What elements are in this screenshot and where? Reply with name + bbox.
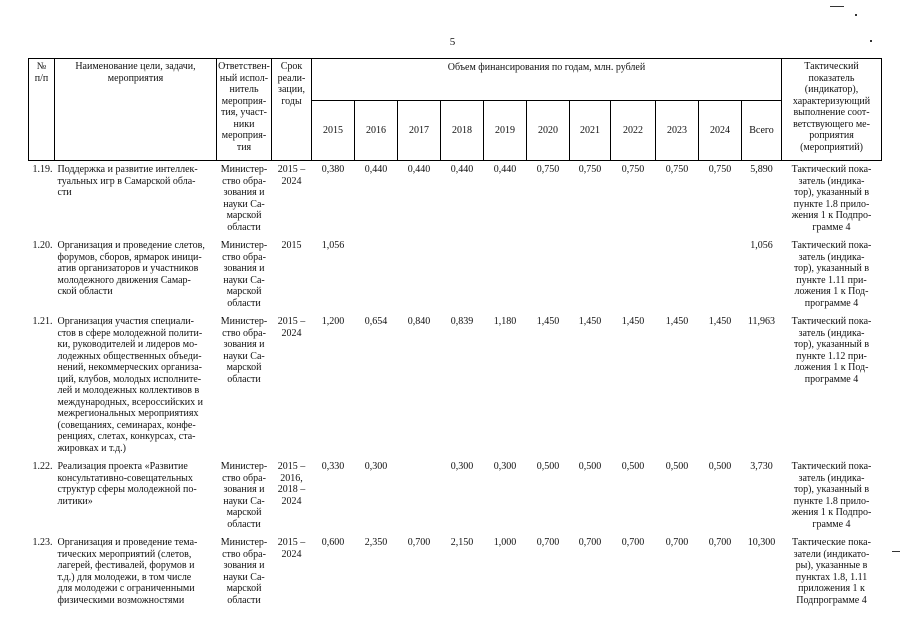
header-year: 2019	[484, 101, 527, 161]
row-value: 0,654	[364, 316, 388, 327]
scan-mark	[870, 40, 872, 42]
row-responsible: Министер- ство обра- зования и науки Са- марской области	[220, 461, 268, 530]
row-indicator: Тактический пока- затель (индика- тор), указанный в пункте 1.11 при- ложения 1 к Под- программе 4	[791, 240, 872, 309]
row-value: 0,600	[321, 537, 345, 548]
row-value: 0,700	[407, 537, 431, 548]
row-number: 1.19.	[32, 164, 53, 175]
row-value: 0,500	[578, 461, 602, 472]
row-name: Реализация проекта «Развитие консультативно-совещательных структур сферы молодежной по- литики»	[57, 461, 197, 507]
row-value: 0,500	[621, 461, 645, 472]
row-value	[611, 237, 656, 313]
row-total: 3,730	[750, 461, 773, 472]
row-number: 1.23.	[32, 537, 53, 548]
row-responsible: Министер- ство обра- зования и науки Са- марской области	[220, 316, 268, 385]
row-name: Поддержка и развитие интеллек- туальных игр в Самарской обла- сти	[57, 164, 198, 198]
header-term-text: Срок реали- зации, годы	[277, 61, 306, 107]
header-responsible	[217, 59, 272, 161]
row-total: 10,300	[747, 537, 776, 548]
row-value: 0,440	[407, 164, 431, 175]
row-value: 2,150	[450, 537, 474, 548]
header-total: Всего	[742, 101, 782, 161]
header-year: 2017	[398, 101, 441, 161]
row-value: 1,450	[621, 316, 645, 327]
row-term: 2015 – 2024	[277, 537, 306, 560]
header-indicator	[782, 59, 882, 161]
row-total: 1,056	[750, 240, 773, 251]
header-name-text: Наименование цели, задачи, мероприятия	[75, 61, 196, 84]
row-value: 0,750	[708, 164, 732, 175]
header-year: 2016	[355, 101, 398, 161]
row-responsible: Министер- ство обра- зования и науки Са- марской области	[220, 164, 268, 233]
row-value: 0,500	[665, 461, 689, 472]
row-value	[441, 237, 484, 313]
row-value	[570, 237, 611, 313]
row-value: 0,330	[321, 461, 345, 472]
row-value: 1,450	[708, 316, 732, 327]
row-total: 11,963	[747, 316, 776, 327]
header-responsible-text: Ответствен- ный испол- нитель мероприя- тия, участ- ники мероприя- тия	[218, 61, 270, 153]
table-row	[29, 534, 882, 610]
row-total: 5,890	[750, 164, 773, 175]
row-value: 1,180	[493, 316, 517, 327]
table-row	[29, 458, 882, 534]
table-row	[29, 237, 882, 313]
row-value: 0,750	[536, 164, 560, 175]
header-name	[55, 59, 217, 161]
row-value: 0,300	[364, 461, 388, 472]
row-value: 1,450	[665, 316, 689, 327]
row-value: 2,350	[364, 537, 388, 548]
row-value: 0,839	[450, 316, 474, 327]
row-responsible: Министер- ство обра- зования и науки Са- марской области	[220, 240, 268, 309]
row-value: 0,750	[621, 164, 645, 175]
header-term	[272, 59, 312, 161]
header-funding-text: Объем финансирования по годам, млн. рублей	[447, 62, 646, 73]
table-body	[29, 161, 882, 611]
row-value	[398, 458, 441, 534]
row-indicator: Тактический пока- затель (индика- тор), указанный в пункте 1.12 при- ложения 1 к Под- программе 4	[791, 316, 872, 385]
row-term: 2015 – 2016, 2018 – 2024	[277, 461, 306, 507]
row-value: 0,300	[450, 461, 474, 472]
row-number: 1.21.	[32, 316, 53, 327]
row-value: 1,450	[578, 316, 602, 327]
program-table	[28, 58, 882, 610]
header-num-text: № п/п	[34, 61, 49, 84]
row-value: 0,440	[450, 164, 474, 175]
row-value: 0,440	[364, 164, 388, 175]
header-indicator-text: Тактический показатель (индикатор), характеризующий выполнение соот- ветствующего ме- роприятия (мероприятий)	[792, 61, 871, 153]
row-value: 0,700	[578, 537, 602, 548]
row-value	[527, 237, 570, 313]
row-number: 1.22.	[32, 461, 53, 472]
row-name: Организация и проведение слетов, форумов, сборов, ярмарок иници- атив организаторов и участников молодежного движения Самар- ской области	[57, 240, 205, 297]
header-year: 2015	[312, 101, 355, 161]
scan-mark	[855, 14, 857, 16]
row-value	[656, 237, 699, 313]
row-indicator: Тактический пока- затель (индика- тор), указанный в пункте 1.8 прило- жения 1 к Подпро- грамме 4	[791, 461, 872, 530]
header-year: 2020	[527, 101, 570, 161]
table-row	[29, 161, 882, 238]
row-value: 0,700	[665, 537, 689, 548]
scan-mark	[830, 6, 844, 7]
row-value	[484, 237, 527, 313]
page-number: 5	[449, 36, 456, 48]
scan-mark	[892, 551, 900, 552]
row-value: 0,840	[407, 316, 431, 327]
row-value	[355, 237, 398, 313]
row-value: 0,380	[321, 164, 345, 175]
header-year: 2023	[656, 101, 699, 161]
row-name: Организация и проведение тема- тических мероприятий (слетов, лагерей, фестивалей, форумов и т.д.) для молодежи, в том числе для молодежи с ограниченными физическими возможностями	[57, 537, 198, 606]
row-indicator: Тактические пока- затели (индикато- ры), указанные в пунктах 1.8, 1.11 приложения 1 к Подпрограмме 4	[792, 537, 871, 606]
header-year: 2018	[441, 101, 484, 161]
row-value: 1,056	[321, 240, 345, 251]
row-value: 0,700	[708, 537, 732, 548]
table-row	[29, 313, 882, 458]
row-value: 0,750	[665, 164, 689, 175]
row-value: 1,450	[536, 316, 560, 327]
row-number: 1.20.	[32, 240, 53, 251]
row-value: 0,750	[578, 164, 602, 175]
row-responsible: Министер- ство обра- зования и науки Са- марской области	[220, 537, 268, 606]
header-year: 2021	[570, 101, 611, 161]
row-value	[398, 237, 441, 313]
row-value: 0,300	[493, 461, 517, 472]
header-funding	[312, 59, 782, 101]
row-indicator: Тактический пока- затель (индика- тор), указанный в пункте 1.8 прило- жения 1 к Подпро- грамме 4	[791, 164, 872, 233]
row-value	[699, 237, 742, 313]
row-name: Организация участия специали- стов в сфере молодежной полити- ки, руководителей и лидеров мо- лодежных общественных объеди- нений, некоммерческих организа- ций, клубов, молодых исполните- лей и молодежных коллективов в международных, всероссийских и межрегиональных мероприятиях (совещаниях, семинарах, конфе- ренциях, слетах, конкурсах, ста- жировках и т.д.)	[57, 316, 203, 454]
row-term: 2015 – 2024	[277, 164, 306, 187]
row-value: 0,500	[536, 461, 560, 472]
header-year: 2024	[699, 101, 742, 161]
row-term: 2015	[281, 240, 302, 251]
header-num	[29, 59, 55, 161]
row-value: 1,000	[493, 537, 517, 548]
row-value: 0,500	[708, 461, 732, 472]
row-value: 0,440	[493, 164, 517, 175]
row-value: 0,700	[621, 537, 645, 548]
row-value: 1,200	[321, 316, 345, 327]
row-term: 2015 – 2024	[277, 316, 306, 339]
header-year: 2022	[611, 101, 656, 161]
row-value: 0,700	[536, 537, 560, 548]
